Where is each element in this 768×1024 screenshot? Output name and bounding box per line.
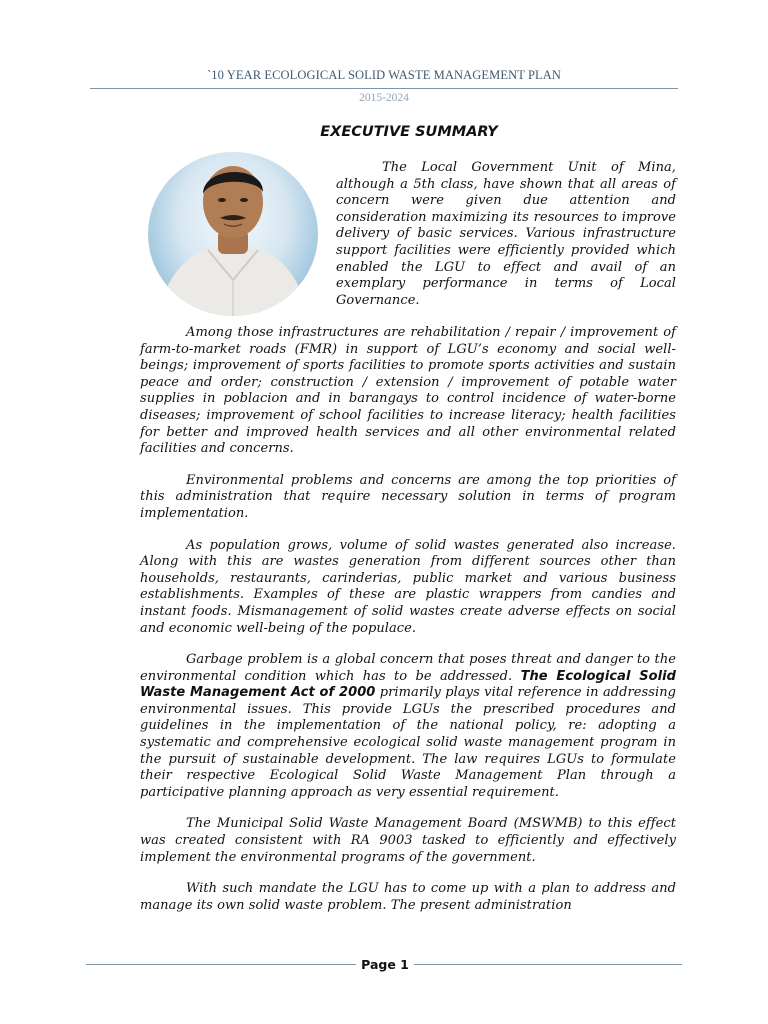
section-title: EXECUTIVE SUMMARY [320, 124, 498, 140]
body-paragraphs [140, 325, 676, 929]
footer-divider-right [414, 964, 682, 965]
paragraph-infrastructures: Among those infrastructures are rehabilitation / repair / improvement of farm-to-market roads (FMR) in support of LGU’s economy and social well-beings; improvement of sports facilities to promote sports activities and sustain peace and order; construction / extension / improvement of potable water supplies in poblacion and in barangays to control incidence of water-borne diseases; improvement of school facilities to increase literacy; health facilities for better and improved health services and all other environmental related facilities and concerns. [140, 325, 676, 457]
intro-paragraph: The Local Government Unit of Mina, although a 5th class, have shown that all areas of concern were given due attention and consideration maximizing its resources to improve delivery of basic services. Various infrastructure support facilities were efficiently provided which enabled the LGU to effect and avail of an exemplary performance in terms of Local Governance. [336, 160, 676, 308]
act-name: The Ecological Solid Waste Management Act of 2000 [140, 668, 676, 701]
paragraph-garbage-problem [140, 652, 676, 801]
portrait-illustration [148, 152, 318, 316]
document-header-title: `10 YEAR ECOLOGICAL SOLID WASTE MANAGEMENT PLAN [207, 68, 561, 82]
garbage-text-before: Garbage problem is a global concern that poses threat and danger to the environmental condition which has to be addressed. [140, 652, 676, 684]
paragraph-environmental-priorities: Environmental problems and concerns are among the top priorities of this administration that require necessary solution in terms of program implementation. [140, 472, 676, 521]
header-divider [90, 88, 678, 89]
mayor-portrait-image [148, 152, 318, 316]
garbage-text-after: primarily plays vital reference in addressing environmental issues. This provide LGUs the prescribed procedures and guidelines in the implementation of the national policy, re: adopting a systematic and comprehensive ecological solid waste management program in the pursuit of sustainable development. The law requires LGUs to formulate their respective Ecological Solid Waste Management Plan through a participative planning approach as very essential requirement. [140, 685, 676, 800]
intro-paragraph-block [336, 160, 676, 309]
paragraph-population-wastes: As population grows, volume of solid wastes generated also increase. Along with this are wastes generation from different sources other than households, restaurants, carinderias, public market and various business establishments. Examples of these are plastic wrappers from candies and instant foods. Mismanagement of solid wastes create adverse effects on social and economic well-being of the populace. [140, 537, 676, 636]
footer-divider-left [86, 964, 356, 965]
page-number: Page 1 [361, 957, 409, 972]
paragraph-mswmb: The Municipal Solid Waste Management Board (MSWMB) to this effect was created consistent with RA 9003 tasked to efficiently and effectively implement the environmental programs of the government. [140, 816, 676, 865]
document-header-years: 2015-2024 [359, 92, 409, 104]
paragraph-mandate: With such mandate the LGU has to come up with a plan to address and manage its own solid waste problem. The present administration [140, 881, 676, 913]
